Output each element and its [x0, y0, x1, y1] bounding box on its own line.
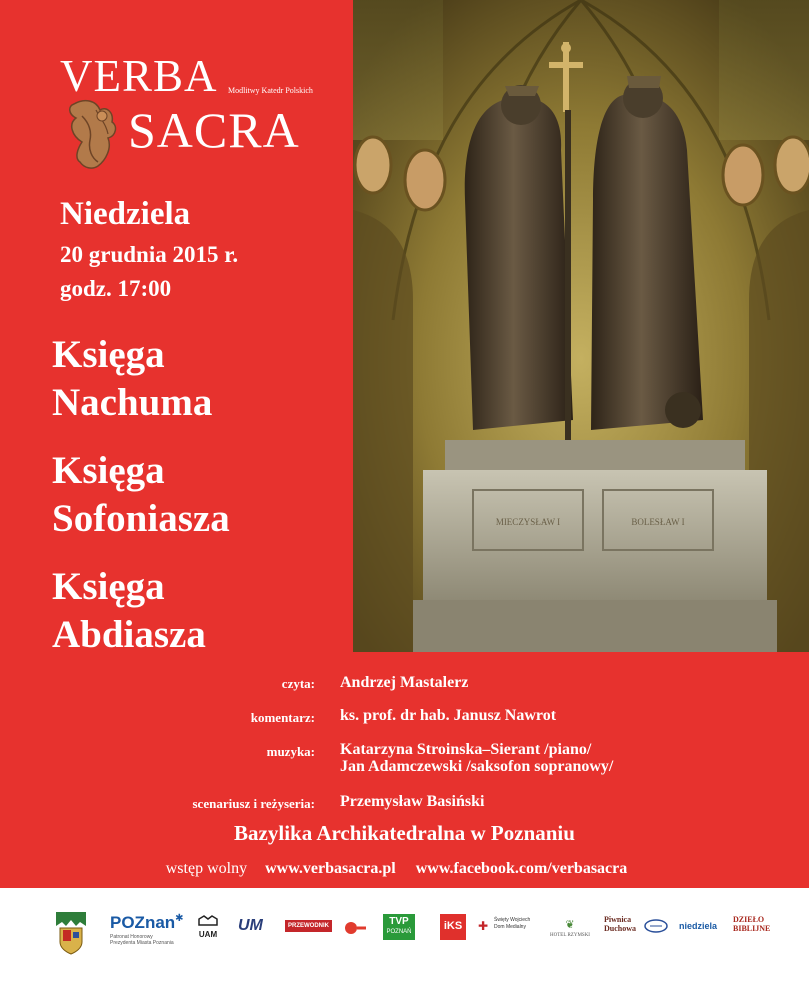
laurel-icon: ❦: [565, 919, 575, 931]
credit-value-commentary: ks. prof. dr hab. Janusz Nawrot: [340, 707, 557, 724]
przewodnik-logo: [285, 920, 332, 932]
niedziela-logo-text: niedziela: [679, 921, 718, 931]
archdiocese-coat-of-arms-icon: [50, 908, 92, 956]
credit-value-direction: Przemysław Basiński: [340, 793, 485, 810]
um-logo-text: UM: [238, 917, 263, 934]
sponsor-bar: [0, 888, 809, 1000]
book-title-nachuma: [52, 331, 212, 427]
website-link[interactable]: www.verbasacra.pl: [265, 860, 396, 877]
book-title-line2: Sofoniasza: [52, 497, 230, 540]
swiety-wojciech-line1: Święty Wojciech: [494, 917, 531, 923]
poznan-logo: [110, 914, 184, 946]
credit-label-commentary: komentarz:: [250, 710, 315, 725]
logo-verba-text: VERBA: [60, 51, 218, 101]
book-title-line1: Księga: [52, 449, 165, 492]
oval-emblem-icon: [644, 919, 668, 933]
tvp-logo-text: TVP: [389, 916, 409, 927]
free-entry-text: wstęp wolny: [165, 860, 248, 877]
poznan-star-icon: ✱: [175, 913, 184, 924]
hotel-rzymski-text: HOTEL RZYMSKI: [550, 933, 590, 938]
logo-sacra-text: SACRA: [128, 102, 300, 158]
book-title-sofoniasza: [52, 447, 230, 543]
credit-label-direction: scenariusz i reżyseria:: [192, 796, 315, 811]
event-date: 20 grudnia 2015 r.: [60, 242, 239, 267]
university-emblem-icon: [197, 915, 219, 927]
cross-icon: ✚: [478, 919, 489, 933]
credit-label-reader: czyta:: [281, 676, 315, 691]
credit-label-music: muzyka:: [266, 744, 315, 759]
event-time: godz. 17:00: [60, 276, 172, 301]
swiety-wojciech-line2: Dom Medialny: [494, 924, 526, 930]
tvp-poznan-logo: [383, 914, 415, 940]
facebook-link[interactable]: www.facebook.com/verbasacra: [415, 860, 628, 877]
book-title-abdiasza: [52, 563, 206, 659]
angel-figure-icon: [62, 96, 124, 170]
plaque-right-text: BOLESŁAW I: [631, 517, 685, 527]
swiety-wojciech-logo: [478, 917, 531, 934]
piwnica-line2: Duchowa: [604, 924, 637, 933]
credit-value-music-sax: Jan Adamczewski /saksofon sopranowy/: [340, 758, 614, 775]
venue-name: Bazylika Archikatedralna w Poznaniu: [234, 821, 575, 845]
poznan-patronage-line2: Prezydenta Miasta Poznania: [110, 940, 174, 946]
credit-value-music-piano: Katarzyna Stroinska–Sierant /piano/: [340, 741, 592, 758]
radio-logo-icon: [343, 921, 367, 935]
iks-logo: [440, 914, 466, 940]
niedziela-logo: [679, 922, 717, 931]
dzielo-line2: BIBLIJNE: [733, 924, 771, 933]
dzielo-biblijne-logo: [733, 916, 770, 933]
poznan-patronage-line1: Patronat Honorowy: [110, 934, 153, 940]
hotel-rzymski-logo: [547, 916, 593, 938]
book-title-line1: Księga: [52, 565, 165, 608]
iks-logo-text: iKS: [443, 920, 463, 932]
piwnica-duchowa-logo: [604, 916, 636, 933]
logo-subtitle: Modlitwy Katedr Polskich: [228, 86, 313, 95]
book-title-line2: Nachuma: [52, 381, 213, 424]
tvp-logo-subtext: POZNAŃ: [386, 929, 412, 935]
uam-logo: [196, 915, 220, 939]
credit-value-reader: Andrzej Mastalerz: [340, 674, 469, 691]
event-day: Niedziela: [60, 196, 191, 232]
uam-logo-text: UAM: [198, 930, 218, 939]
dzielo-line1: DZIEŁO: [733, 915, 765, 924]
book-title-line1: Księga: [52, 333, 165, 376]
book-title-line2: Abdiasza: [52, 613, 206, 656]
footer-info: [0, 861, 809, 877]
um-logo: [238, 918, 263, 934]
cathedral-statue-photo: [353, 0, 809, 652]
piwnica-line1: Piwnica: [604, 915, 632, 924]
przewodnik-logo-text: PRZEWODNIK: [288, 923, 329, 929]
plaque-left-text: MIECZYSŁAW I: [495, 517, 561, 527]
poznan-logo-text: POZnan: [110, 913, 176, 932]
